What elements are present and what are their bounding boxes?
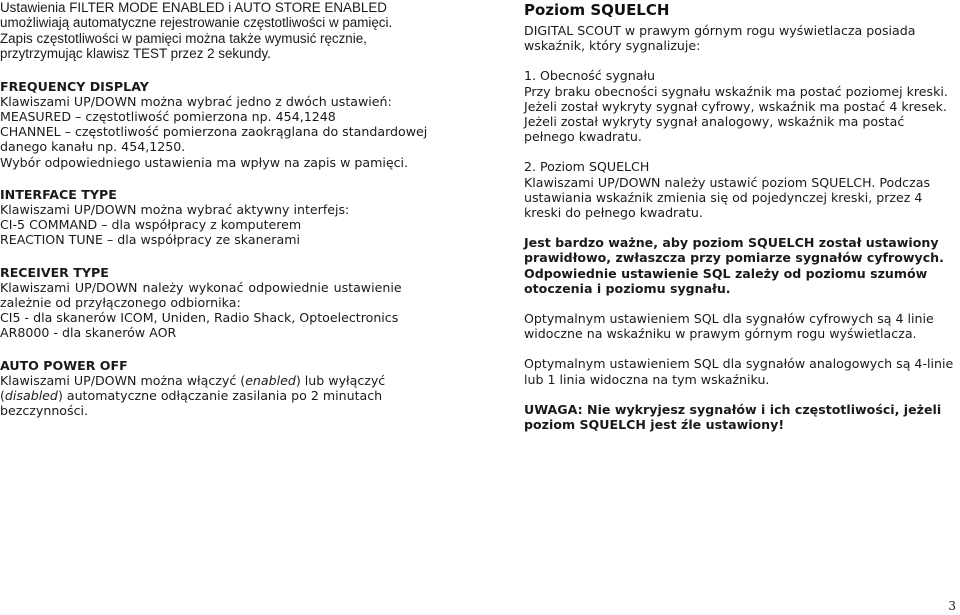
text-line: pełnego kwadratu. [524, 129, 642, 145]
text-fragment: ) lub wyłączyć [295, 372, 386, 388]
warning-note [524, 402, 960, 432]
text-line: Klawiszami UP/DOWN można wybrać jedno z dwóch ustawień: [0, 93, 392, 109]
section-title: INTERFACE TYPE [0, 186, 117, 202]
page-heading: Poziom SQUELCH [524, 1, 670, 19]
text-line: CI-5 COMMAND – dla współpracy z komputerem [0, 217, 302, 233]
receiver-type-section [0, 265, 435, 341]
text-fragment: Klawiszami UP/DOWN można włączyć ( [0, 372, 246, 388]
text-line: przytrzymując klawisz TEST przez 2 sekundy. [0, 46, 271, 62]
text-line: REACTION TUNE – dla współpracy ze skanerami [0, 232, 300, 248]
text-line: Przy braku obecności sygnału wskaźnik ma postać poziomej kreski. [524, 83, 948, 99]
text-line: otoczenia i poziomu sygnału. [524, 280, 731, 296]
text-line: CI5 - dla skanerów ICOM, Uniden, Radio Shack, Optoelectronics [0, 310, 399, 326]
text-line: Zapis częstotliwości w pamięci można także wymusić ręcznie, [0, 30, 367, 46]
emphasis-text: disabled [4, 388, 58, 404]
text-line: bezczynności. [0, 403, 88, 419]
text-line: kreski do pełnego kwadratu. [524, 205, 703, 221]
text-line: Wybór odpowiedniego ustawienia ma wpływ na zapis w pamięci. [0, 154, 409, 170]
text-line: UWAGA: Nie wykryjesz sygnałów i ich częstotliwości, jeżeli [524, 401, 942, 417]
text-line: MEASURED – częstotliwość pomierzona np. 454,1248 [0, 109, 336, 125]
right-column [524, 0, 960, 432]
section-title: AUTO POWER OFF [0, 357, 128, 373]
text-line: zależnie od przyłączonego odbiornika: [0, 295, 241, 311]
interface-type-section [0, 187, 435, 248]
text-line: Klawiszami UP/DOWN można wybrać aktywny interfejs: [0, 202, 350, 218]
text-line: 1. Obecność sygnału [524, 68, 656, 84]
text-line: widoczne na wskaźniku w prawym górnym rogu wyświetlacza. [524, 326, 917, 342]
intro-paragraph [524, 23, 960, 53]
text-line: wskaźnik, który sygnalizuje: [524, 38, 701, 54]
text-line: Optymalnym ustawieniem SQL dla sygnałów cyfrowych są 4 linie [524, 311, 934, 327]
text-line [0, 373, 435, 388]
section-title: FREQUENCY DISPLAY [0, 78, 149, 94]
auto-power-off-section [0, 358, 435, 419]
text-line: Odpowiednie ustawienie SQL zależy od poziomu szumów [524, 265, 928, 281]
text-line: Klawiszami UP/DOWN należy ustawić poziom SQUELCH. Podczas [524, 174, 931, 190]
frequency-display-section [0, 79, 435, 170]
page-number: 3 [948, 599, 956, 613]
text-line: Jest bardzo ważne, aby poziom SQUELCH został ustawiony [524, 235, 939, 251]
text-line: Optymalnym ustawieniem SQL dla sygnałów analogowych są 4-linie [524, 356, 954, 372]
text-line: prawidłowo, zwłaszcza przy pomiarze sygnałów cyfrowych. [524, 250, 944, 266]
text-line: Ustawienia FILTER MODE ENABLED i AUTO STORE ENABLED [0, 0, 387, 15]
text-line: ustawiania wskaźnik zmienia się od pojedynczej kreski, przez 4 [524, 189, 923, 205]
text-fragment: ( [0, 388, 5, 404]
text-line: AR8000 - dla skanerów AOR [0, 325, 177, 341]
signal-presence-section [524, 68, 960, 144]
text-line: danego kanału np. 454,1250. [0, 139, 186, 155]
emphasis-text: enabled [245, 372, 296, 388]
text-line: umożliwiają automatyczne rejestrowanie częstotliwości w pamięci. [0, 15, 393, 31]
optimal-digital-paragraph [524, 311, 960, 341]
intro-paragraph [0, 0, 435, 62]
text-line: Klawiszami UP/DOWN należy wykonać odpowiednie ustawienie [0, 279, 402, 295]
squelch-level-section [524, 159, 960, 220]
important-note [524, 235, 960, 296]
text-fragment: ) automatyczne odłączanie zasilania po 2 minutach [57, 388, 383, 404]
text-line: poziom SQUELCH jest źle ustawiony! [524, 417, 785, 433]
text-line: DIGITAL SCOUT w prawym górnym rogu wyświetlacza posiada [524, 23, 916, 38]
text-line: 2. Poziom SQUELCH [524, 159, 650, 175]
section-title: RECEIVER TYPE [0, 264, 109, 280]
text-line: Jeżeli został wykryty sygnał cyfrowy, wskaźnik ma postać 4 kresek. [524, 98, 947, 114]
text-line: lub 1 linia widoczna na tym wskaźniku. [524, 371, 770, 387]
optimal-analog-paragraph [524, 356, 960, 386]
text-line [0, 388, 435, 403]
left-column [0, 0, 435, 418]
text-line: CHANNEL – częstotliwość pomierzona zaokrąglana do standardowej [0, 124, 428, 140]
text-line: Jeżeli został wykryty sygnał analogowy, wskaźnik ma postać [524, 114, 905, 130]
